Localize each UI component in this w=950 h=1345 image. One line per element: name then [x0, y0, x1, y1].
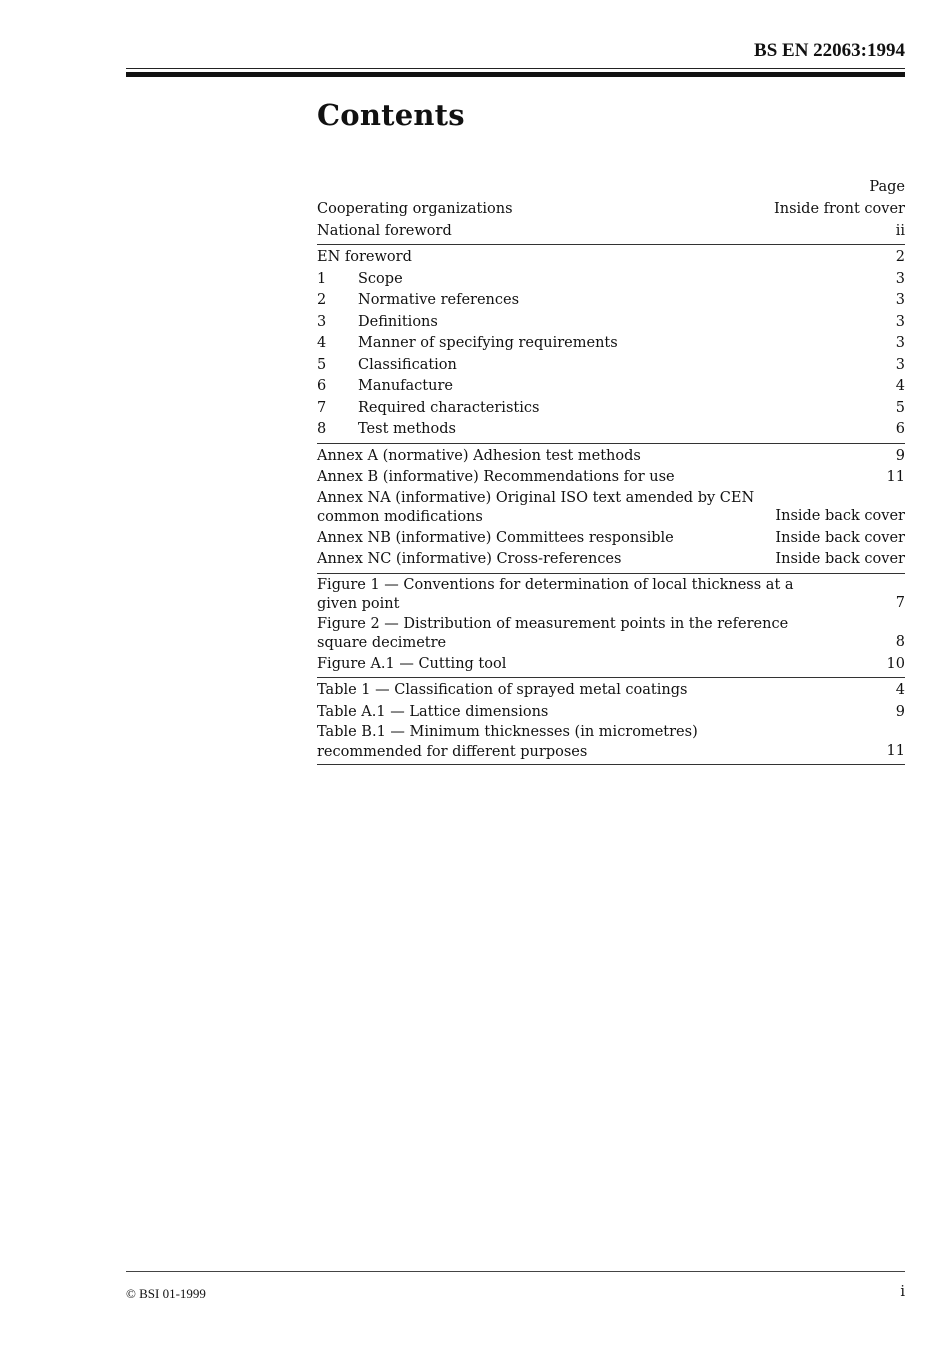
toc-entry-text [317, 576, 807, 615]
toc-entry-text [317, 312, 438, 334]
toc-entry-text [317, 615, 807, 654]
toc-entry[interactable] [317, 489, 905, 528]
toc-entry[interactable] [317, 269, 905, 291]
toc-entry-label: Table B.1 — Minimum thicknesses (in micrometres) recommended for different purposes [317, 724, 698, 760]
toc-entry-label: Figure A.1 — Cutting tool [317, 655, 507, 672]
toc-entry[interactable] [317, 376, 905, 398]
toc-entry-page: 8 [895, 634, 905, 650]
toc-entry-label: Table A.1 — Lattice dimensions [317, 703, 549, 720]
toc-entry-page: 3 [895, 356, 905, 373]
toc-entry-label: Annex NC (informative) Cross-references [317, 551, 622, 567]
page-title: Contents [317, 98, 465, 132]
toc-entry-number: 4 [317, 335, 327, 351]
toc-entry-text [317, 333, 618, 355]
toc-entry-label: Annex NB (informative) Committees responsible [317, 529, 674, 546]
toc-entry-text [317, 290, 519, 312]
toc-entry-page: 3 [895, 270, 905, 287]
toc-entry-label: Figure 1 — Conventions for determination of local thickness at a given point [317, 576, 794, 612]
toc-entry-label: Annex A (normative) Adhesion test methods [317, 447, 641, 464]
toc-entry-label: Classification [358, 356, 457, 373]
toc-entry-label: Cooperating organizations [317, 201, 513, 217]
toc-entry[interactable] [317, 398, 905, 420]
toc-entry-label: Annex B (informative) Recommendations for use [317, 469, 675, 485]
toc-entry-page: 10 [886, 655, 905, 672]
toc-entry-text [317, 528, 674, 550]
toc-entry-page: Inside back cover [775, 551, 905, 567]
toc-entry-text [317, 376, 453, 398]
document-id: BS EN 22063:1994 [754, 40, 905, 61]
toc-entry-label: Figure 2 — Distribution of measurement points in the reference square decimetre [317, 615, 789, 651]
toc-entry-text [317, 419, 456, 441]
header-rule-thin [126, 68, 905, 69]
toc-entry-label: Required characteristics [358, 399, 540, 416]
toc-entry[interactable] [317, 221, 905, 243]
toc-entry-page: 3 [895, 335, 905, 351]
toc-entry[interactable] [317, 355, 905, 377]
toc-entry-text [317, 702, 548, 724]
toc-group [317, 446, 905, 574]
toc-groups [317, 199, 905, 765]
toc-entry-number: 8 [317, 421, 327, 437]
page-number: i [900, 1284, 905, 1300]
toc-entry-page: 4 [895, 682, 905, 698]
toc-entry[interactable] [317, 199, 905, 221]
toc-entry-text [317, 446, 641, 468]
toc-entry-text [317, 489, 765, 528]
toc-entry-page: 3 [895, 292, 905, 308]
toc-entry-number: 1 [317, 270, 327, 287]
toc-entry-label: Test methods [358, 421, 456, 437]
toc-entry-label: Annex NA (informative) Original ISO text amended by CEN common modifications [317, 489, 755, 525]
toc-entry-label: EN foreword [317, 249, 412, 265]
toc-entry-text [317, 199, 513, 221]
toc-entry-page: 4 [895, 378, 905, 394]
toc-entry-text [317, 467, 675, 489]
toc-entry-page: 9 [895, 447, 905, 464]
toc-entry-number: 5 [317, 356, 327, 373]
toc-entry[interactable] [317, 528, 905, 550]
toc-entry-text [317, 654, 506, 676]
toc-entry-number: 6 [317, 378, 327, 394]
toc-entry-label: Scope [358, 270, 403, 287]
toc-entry[interactable] [317, 576, 905, 615]
toc-entry-text [317, 398, 539, 420]
page-column-heading: Page [869, 179, 905, 195]
table-of-contents [317, 175, 905, 767]
toc-entry[interactable] [317, 549, 905, 571]
toc-entry-number: 3 [317, 313, 327, 330]
toc-entry[interactable] [317, 419, 905, 441]
toc-entry-label: Definitions [358, 313, 438, 330]
toc-entry-number: 7 [317, 399, 327, 416]
toc-group [317, 199, 905, 245]
toc-entry[interactable] [317, 333, 905, 355]
toc-entry-label: Manner of specifying requirements [358, 335, 618, 351]
toc-entry-text [317, 355, 457, 377]
toc-entry-label: Table 1 — Classification of sprayed metal coatings [317, 682, 688, 698]
copyright-notice: © BSI 01-1999 [126, 1286, 206, 1301]
toc-entry-page: 11 [886, 469, 905, 485]
toc-entry-label: Normative references [358, 292, 520, 308]
toc-entry[interactable] [317, 615, 905, 654]
toc-entry-label: Manufacture [358, 378, 453, 394]
footer-rule [126, 1271, 905, 1272]
toc-entry-number: 2 [317, 292, 327, 308]
toc-entry[interactable] [317, 247, 905, 269]
toc-entry[interactable] [317, 467, 905, 489]
toc-entry[interactable] [317, 290, 905, 312]
toc-entry[interactable] [317, 723, 905, 762]
toc-entry-page: 7 [895, 595, 905, 611]
toc-entry-page: 9 [895, 703, 905, 720]
toc-group [317, 247, 905, 444]
toc-entry[interactable] [317, 446, 905, 468]
toc-entry-text [317, 247, 412, 269]
toc-entry-page: ii [895, 222, 905, 239]
toc-entry-text [317, 269, 403, 291]
toc-entry-page: Inside back cover [775, 508, 905, 524]
toc-entry[interactable] [317, 680, 905, 702]
toc-entry[interactable] [317, 702, 905, 724]
header-rule-thick [126, 72, 905, 77]
toc-entry-page: 6 [895, 421, 905, 437]
toc-entry-page: Inside front cover [774, 201, 905, 217]
toc-group [317, 576, 905, 679]
toc-entry-text [317, 221, 452, 243]
toc-group [317, 680, 905, 765]
toc-entry-page: 2 [895, 249, 905, 265]
toc-entry-page: 11 [886, 742, 905, 759]
toc-entry-text [317, 723, 807, 762]
toc-entry-text [317, 549, 621, 571]
toc-entry[interactable] [317, 654, 905, 676]
toc-entry-page: 3 [895, 313, 905, 330]
toc-entry-label: National foreword [317, 222, 452, 239]
toc-entry-text [317, 680, 687, 702]
toc-entry[interactable] [317, 312, 905, 334]
toc-entry-page: Inside back cover [775, 529, 905, 546]
toc-entry-page: 5 [895, 399, 905, 416]
